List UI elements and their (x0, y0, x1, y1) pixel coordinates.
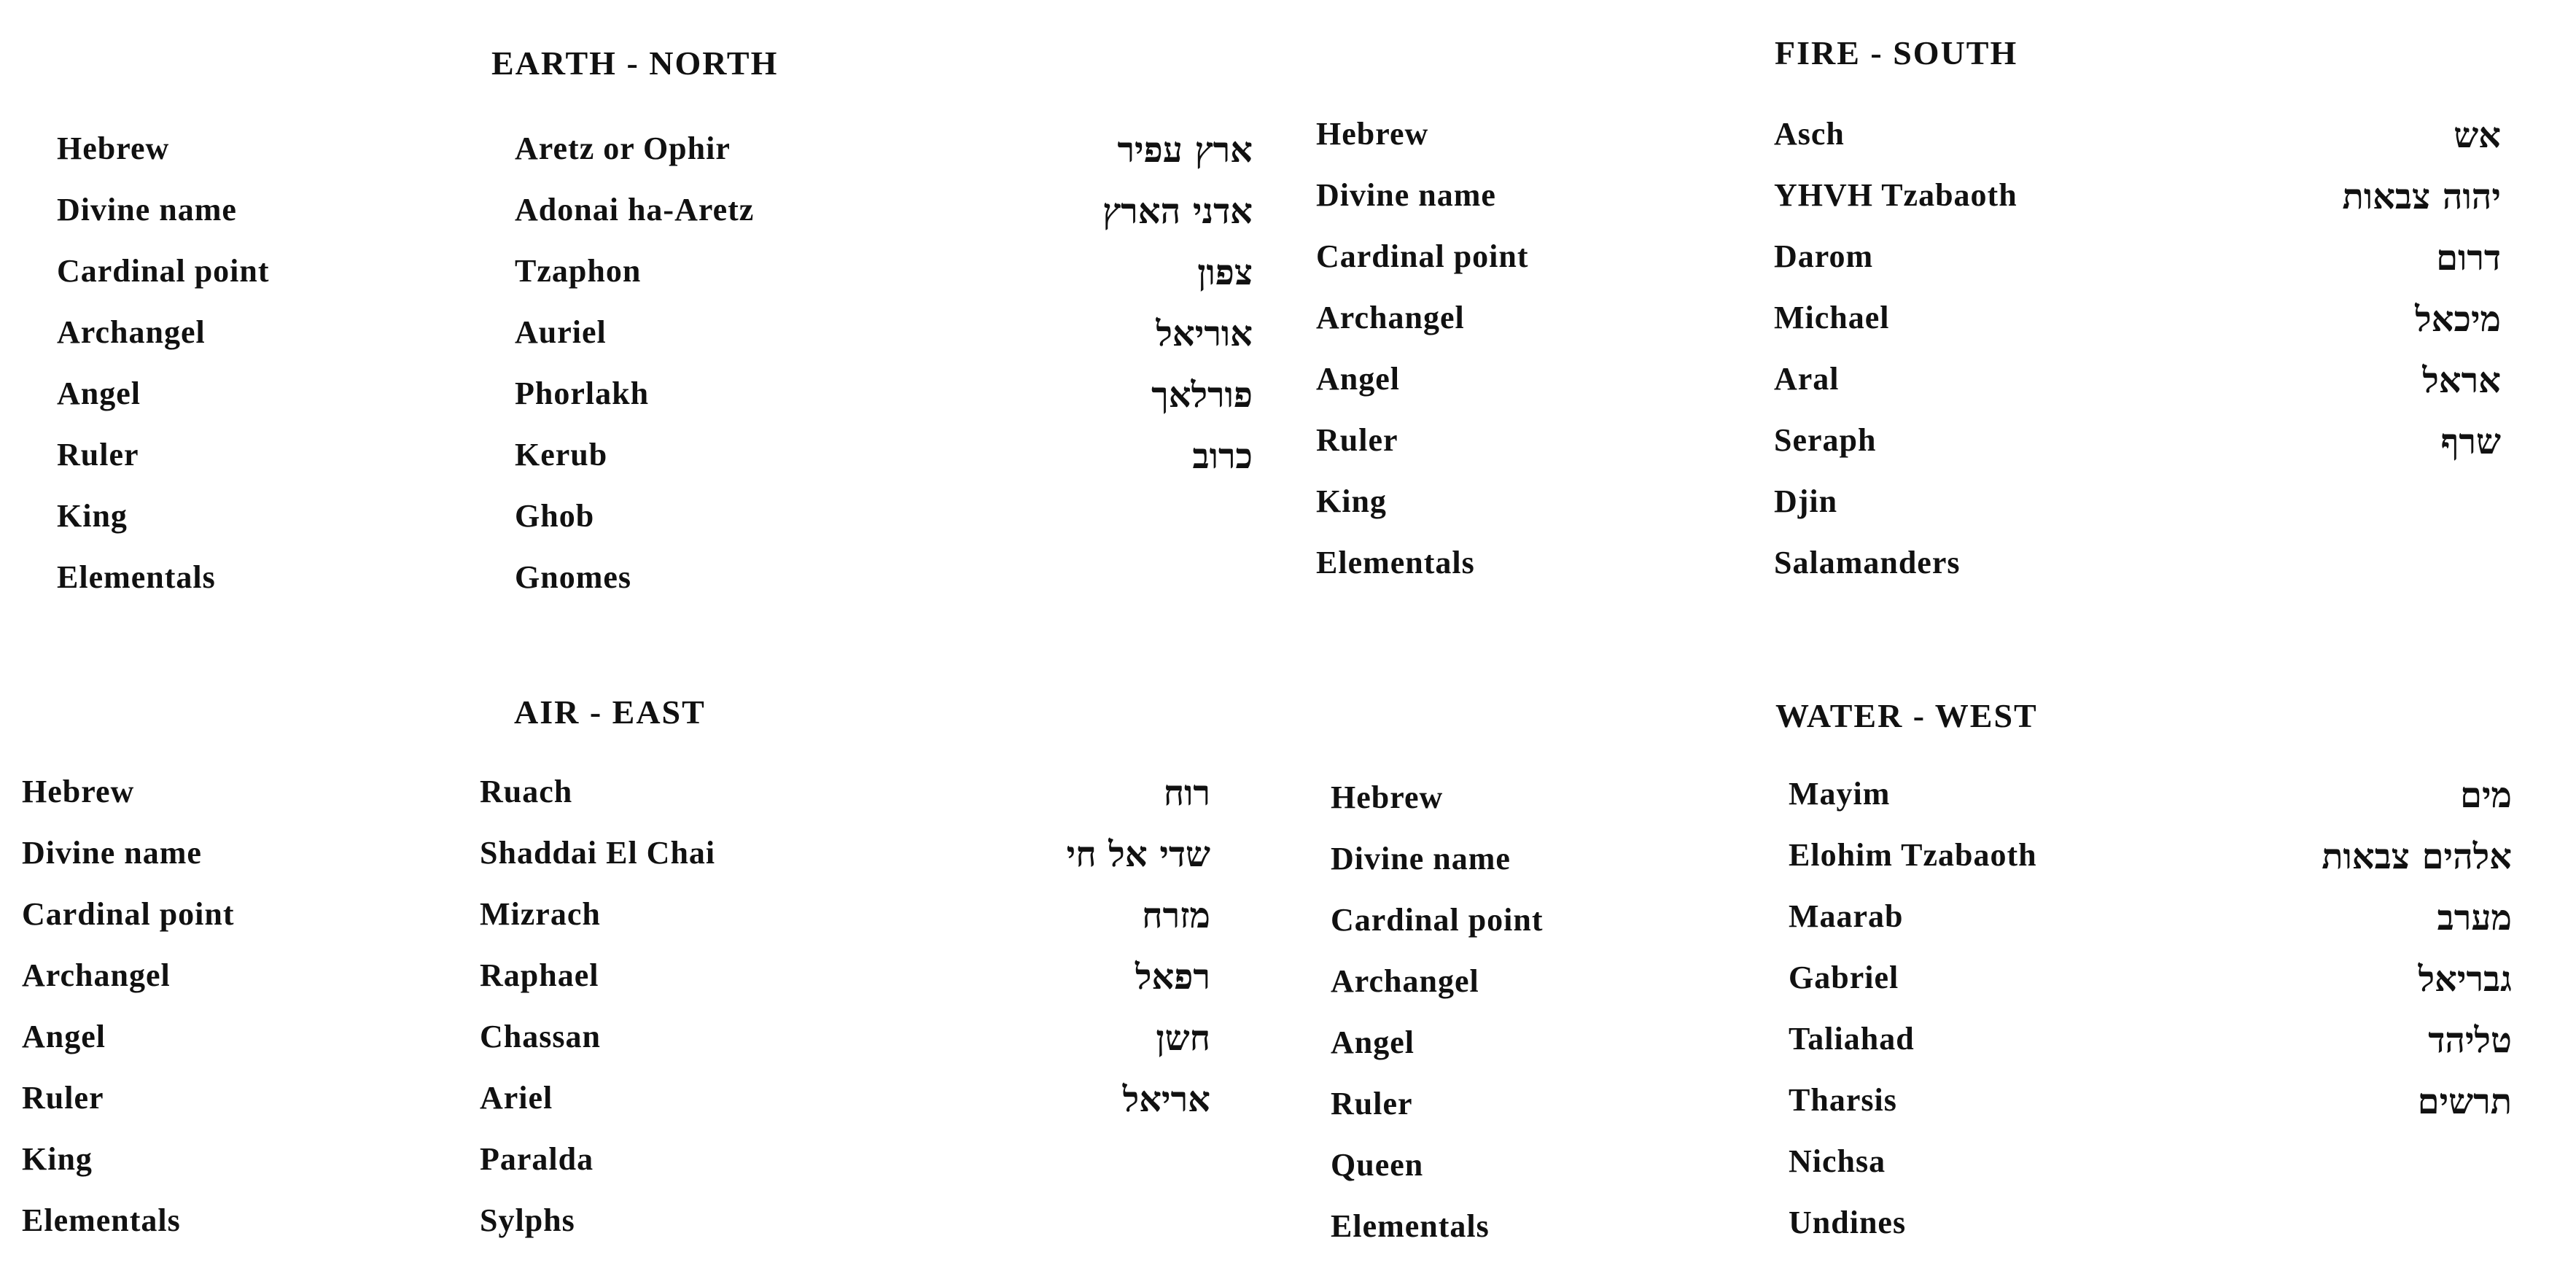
row-hebrew: אדני הארץ (1102, 191, 1253, 232)
row-transliteration: Gabriel (1789, 960, 1899, 995)
row-hebrew: דרום (2436, 238, 2501, 279)
table-row (1331, 898, 2512, 941)
water-west-table (1331, 0, 2512, 1287)
row-hebrew: צפון (1197, 252, 1253, 293)
row-label: King (22, 1141, 93, 1177)
row-hebrew: שדי אל חי (1066, 834, 1210, 875)
row-hebrew: תרשים (2417, 1081, 2512, 1122)
row-label: Archangel (22, 957, 171, 993)
table-row (1331, 1143, 2512, 1186)
row-transliteration: Auriel (515, 314, 607, 350)
row-label: Cardinal point (1316, 238, 1529, 274)
table-row (1331, 1020, 2512, 1064)
table-row (22, 834, 1210, 878)
row-transliteration: Darom (1774, 238, 1874, 274)
table-row (1331, 959, 2512, 1003)
row-transliteration: Gnomes (515, 559, 631, 595)
row-label: Archangel (57, 314, 206, 350)
row-hebrew: יהוה צבאות (2342, 176, 2501, 217)
row-transliteration: Raphael (480, 957, 599, 993)
row-transliteration: Mayim (1789, 776, 1891, 812)
row-label: Hebrew (1316, 116, 1429, 152)
row-label: Hebrew (57, 131, 170, 166)
row-label: King (1316, 483, 1387, 519)
row-label: Elementals (1316, 545, 1475, 580)
row-hebrew: מים (2460, 775, 2512, 816)
row-hebrew: אראל (2422, 360, 2501, 401)
row-label: Archangel (1331, 963, 1479, 999)
row-label: Divine name (1331, 841, 1511, 876)
row-transliteration: Tharsis (1789, 1082, 1897, 1118)
section-title-air-east: AIR - EAST (514, 693, 706, 731)
row-transliteration: Aral (1774, 361, 1840, 397)
row-hebrew: רפאל (1135, 957, 1210, 998)
row-label: Divine name (1316, 177, 1496, 213)
row-transliteration: Sylphs (480, 1202, 575, 1238)
section-title-water-west: WATER - WEST (1775, 697, 2038, 734)
row-transliteration: Ariel (480, 1080, 553, 1116)
row-hebrew: מזרח (1142, 895, 1210, 936)
row-label: Queen (1331, 1147, 1424, 1183)
row-label: Angel (1316, 361, 1400, 397)
air-east-table (22, 0, 1210, 1287)
row-transliteration: Ghob (515, 498, 595, 534)
row-hebrew: גבריאל (2418, 959, 2512, 1000)
row-label: Angel (22, 1019, 106, 1054)
row-label: Cardinal point (22, 896, 235, 932)
row-hebrew: מערב (2437, 898, 2512, 938)
table-row (22, 1140, 1210, 1184)
row-transliteration: Elohim Tzabaoth (1789, 837, 2037, 873)
row-label: Hebrew (1331, 779, 1444, 815)
table-row (1331, 1204, 2512, 1248)
row-hebrew: כרוב (1192, 436, 1253, 477)
section-title-earth-north: EARTH - NORTH (491, 44, 779, 82)
row-label: Elementals (22, 1202, 181, 1238)
row-hebrew: מיכאל (2415, 299, 2501, 340)
table-row (22, 957, 1210, 1000)
row-transliteration: Seraph (1774, 422, 1877, 458)
row-transliteration: Shaddai El Chai (480, 835, 716, 871)
row-label: Cardinal point (57, 253, 270, 289)
row-transliteration: Kerub (515, 437, 608, 473)
table-row (1331, 775, 2512, 819)
table-row (1331, 1081, 2512, 1125)
row-transliteration: Nichsa (1789, 1143, 1886, 1179)
row-hebrew: רוח (1163, 773, 1210, 814)
row-label: Ruler (57, 437, 139, 473)
row-transliteration: Undines (1789, 1205, 1907, 1240)
row-label: Ruler (22, 1080, 104, 1116)
row-label: Archangel (1316, 300, 1465, 335)
row-label: King (57, 498, 128, 534)
row-label: Ruler (1316, 422, 1398, 458)
row-transliteration: Mizrach (480, 896, 601, 932)
row-transliteration: Paralda (480, 1141, 594, 1177)
row-hebrew: חשן (1156, 1018, 1210, 1059)
row-label: Angel (1331, 1024, 1415, 1060)
row-transliteration: Asch (1774, 116, 1845, 152)
row-hebrew: פורלאך (1151, 375, 1253, 416)
row-hebrew: טליהד (2428, 1020, 2512, 1061)
row-transliteration: Djin (1774, 483, 1838, 519)
row-transliteration: Tzaphon (515, 253, 642, 289)
row-label: Elementals (1331, 1208, 1490, 1244)
row-transliteration: YHVH Tzabaoth (1774, 177, 2017, 213)
row-transliteration: Michael (1774, 300, 1890, 335)
table-row (1331, 836, 2512, 880)
row-hebrew: שרף (2440, 421, 2501, 462)
table-row (22, 1202, 1210, 1245)
row-transliteration: Salamanders (1774, 545, 1961, 580)
row-transliteration: Aretz or Ophir (515, 131, 731, 166)
row-transliteration: Taliahad (1789, 1021, 1915, 1057)
section-title-fire-south: FIRE - SOUTH (1775, 34, 2018, 71)
table-row (22, 773, 1210, 817)
row-hebrew: אוריאל (1156, 314, 1253, 354)
row-label: Cardinal point (1331, 902, 1544, 938)
row-label: Ruler (1331, 1086, 1413, 1121)
table-row (22, 1018, 1210, 1062)
row-hebrew: אלהים צבאות (2322, 836, 2512, 877)
row-label: Angel (57, 376, 141, 411)
row-hebrew: אש (2454, 115, 2501, 156)
row-transliteration: Adonai ha-Aretz (515, 192, 755, 228)
row-transliteration: Ruach (480, 774, 573, 809)
row-label: Hebrew (22, 774, 135, 809)
table-row (22, 1079, 1210, 1123)
table-row (22, 895, 1210, 939)
row-transliteration: Chassan (480, 1019, 601, 1054)
row-hebrew: אריאל (1122, 1079, 1210, 1120)
row-label: Divine name (22, 835, 202, 871)
row-hebrew: ארץ עפיר (1117, 130, 1253, 171)
row-transliteration: Maarab (1789, 898, 1904, 934)
row-transliteration: Phorlakh (515, 376, 650, 411)
row-label: Divine name (57, 192, 237, 228)
row-label: Elementals (57, 559, 216, 595)
